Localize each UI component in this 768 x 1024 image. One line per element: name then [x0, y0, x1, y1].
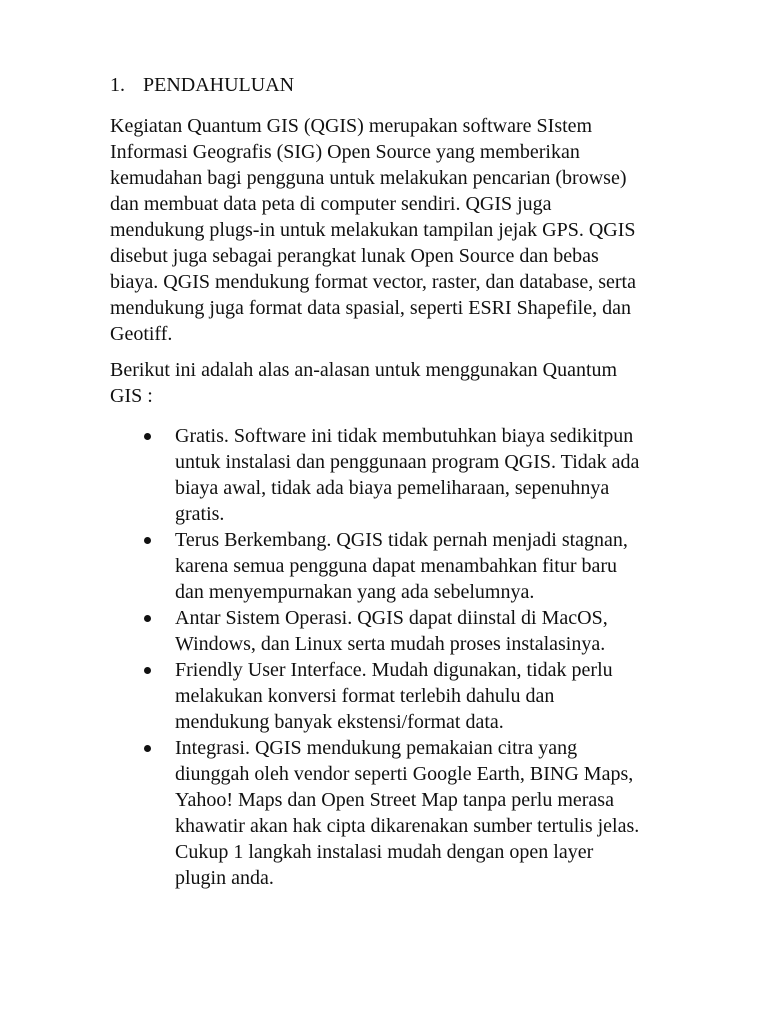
list-item	[110, 605, 710, 657]
paragraph-line: mendukung plugs-in untuk melakukan tampilan jejak GPS. QGIS	[110, 219, 636, 241]
list-item-line: Antar Sistem Operasi. QGIS dapat diinstal di MacOS,	[175, 607, 608, 629]
paragraph-line: disebut juga sebagai perangkat lunak Open Source dan bebas	[110, 245, 599, 267]
section-heading	[110, 72, 294, 98]
list-item-line: Terus Berkembang. QGIS tidak pernah menjadi stagnan,	[175, 529, 628, 551]
paragraph-line: Geotiff.	[110, 323, 173, 345]
list-item	[110, 657, 710, 735]
list-item-line: diunggah oleh vendor seperti Google Earth, BING Maps,	[175, 763, 634, 785]
paragraph-line: kemudahan bagi pengguna untuk melakukan pencarian (browse)	[110, 167, 627, 189]
bullet-icon	[144, 667, 151, 674]
list-item-line: khawatir akan hak cipta dikarenakan sumber tertulis jelas.	[175, 815, 640, 837]
bullet-icon	[144, 537, 151, 544]
reasons-list	[110, 423, 710, 891]
paragraph-line: Informasi Geografis (SIG) Open Source yang memberikan	[110, 141, 580, 163]
bullet-icon	[144, 433, 151, 440]
paragraph-line: Berikut ini adalah alas an-alasan untuk menggunakan Quantum	[110, 359, 618, 381]
bullet-icon	[144, 615, 151, 622]
list-item-line: Gratis. Software ini tidak membutuhkan biaya sedikitpun	[175, 425, 634, 447]
list-item-line: plugin anda.	[175, 867, 274, 889]
list-item-line: dan menyempurnakan yang ada sebelumnya.	[175, 581, 535, 603]
section-title: PENDAHULUAN	[143, 74, 295, 96]
section-number: 1.	[110, 74, 125, 96]
intro-paragraph	[110, 113, 710, 347]
list-item	[110, 527, 710, 605]
paragraph-line: biaya. QGIS mendukung format vector, raster, dan database, serta	[110, 271, 636, 293]
list-item-line: gratis.	[175, 503, 225, 525]
paragraph-line: dan membuat data peta di computer sendiri. QGIS juga	[110, 193, 552, 215]
list-item	[110, 735, 710, 891]
list-item-line: mendukung banyak ekstensi/format data.	[175, 711, 504, 733]
reasons-intro-paragraph	[110, 357, 710, 409]
paragraph-line: GIS :	[110, 385, 153, 407]
list-item-line: melakukan konversi format terlebih dahulu dan	[175, 685, 555, 707]
list-item-line: Windows, dan Linux serta mudah proses instalasinya.	[175, 633, 606, 655]
list-item-line: Yahoo! Maps dan Open Street Map tanpa perlu merasa	[175, 789, 614, 811]
list-item	[110, 423, 710, 527]
list-item-line: Cukup 1 langkah instalasi mudah dengan open layer	[175, 841, 594, 863]
paragraph-line: Kegiatan Quantum GIS (QGIS) merupakan software SIstem	[110, 115, 593, 137]
list-item-line: Friendly User Interface. Mudah digunakan, tidak perlu	[175, 659, 613, 681]
list-item-line: karena semua pengguna dapat menambahkan fitur baru	[175, 555, 618, 577]
list-item-line: Integrasi. QGIS mendukung pemakaian citra yang	[175, 737, 578, 759]
paragraph-line: mendukung juga format data spasial, seperti ESRI Shapefile, dan	[110, 297, 631, 319]
list-item-line: biaya awal, tidak ada biaya pemeliharaan, sepenuhnya	[175, 477, 610, 499]
list-item-line: untuk instalasi dan penggunaan program QGIS. Tidak ada	[175, 451, 640, 473]
bullet-icon	[144, 745, 151, 752]
